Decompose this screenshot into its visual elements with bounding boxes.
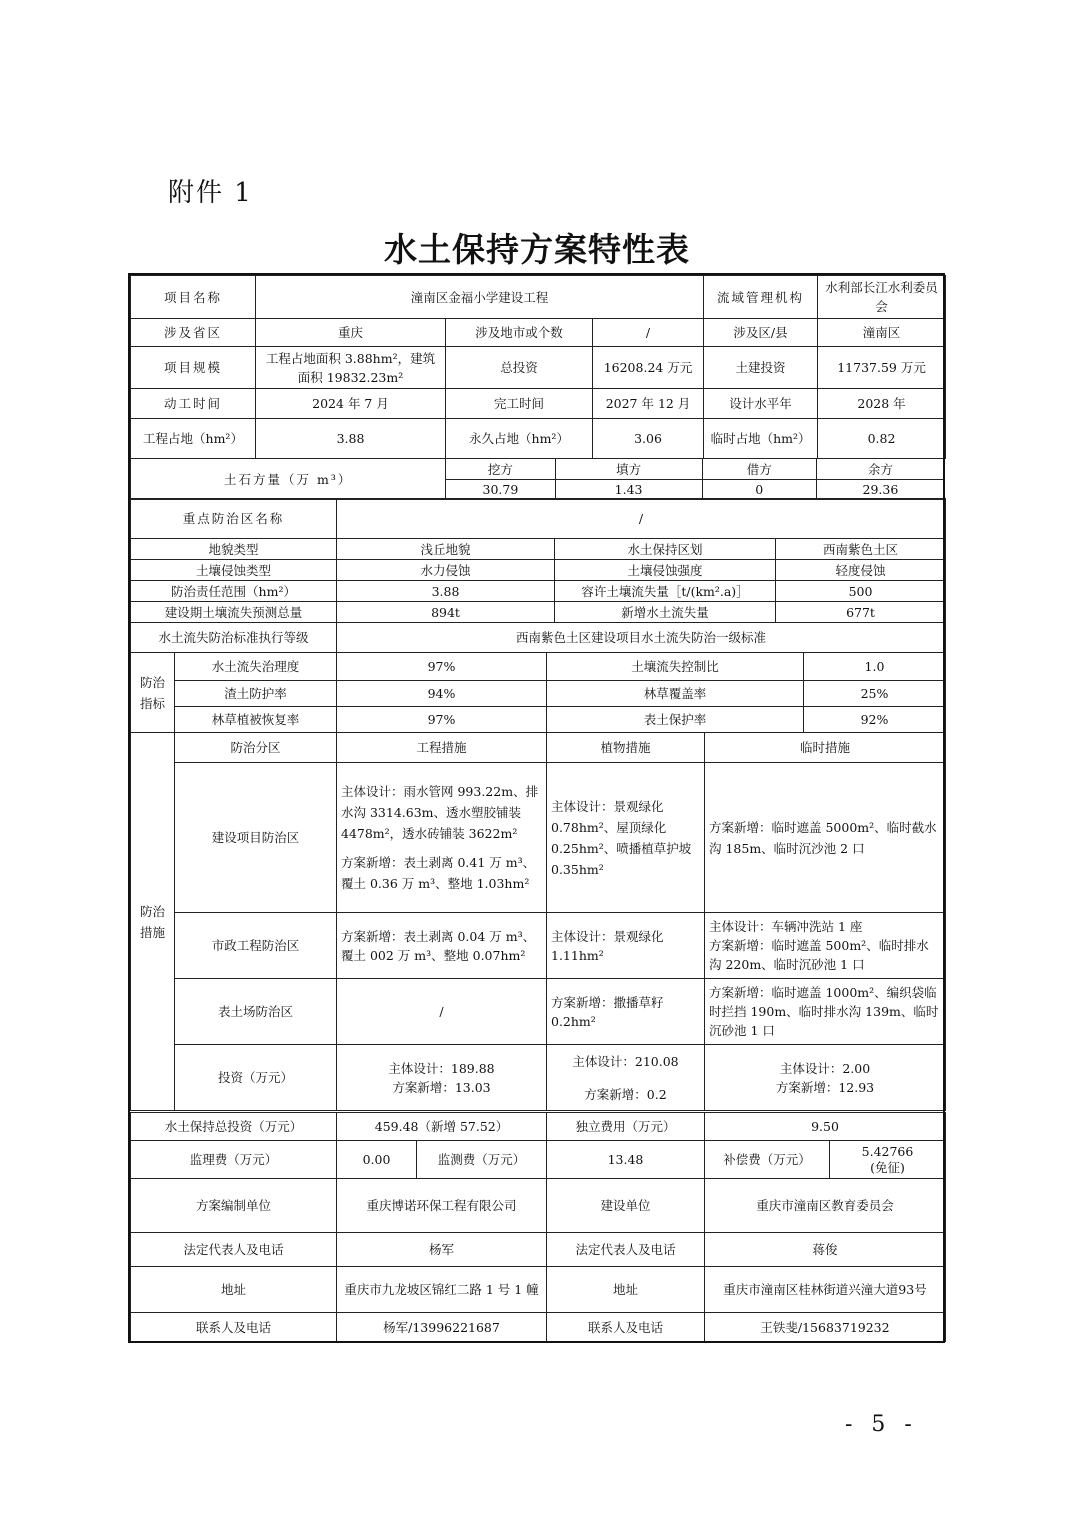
monitoring-value: 13.48 xyxy=(547,1141,705,1179)
measures-header: 临时措施 xyxy=(705,733,946,763)
page-title: 水土保持方案特性表 xyxy=(384,230,690,269)
pred: 894t xyxy=(337,602,555,623)
project-zone-name: 建设项目防治区 xyxy=(175,763,337,913)
compensation-label: 补偿费（万元） xyxy=(705,1141,830,1179)
compiler-label: 方案编制单位 xyxy=(131,1179,337,1233)
standard: 西南紫色土区建设项目水土流失防治一级标准 xyxy=(337,623,946,653)
earth-header: 填方 xyxy=(555,459,702,480)
start-label: 动工时间 xyxy=(131,389,256,419)
project-name-label: 项目名称 xyxy=(131,276,256,319)
basin-org-label: 流域管理机构 xyxy=(704,276,818,319)
project-temp: 方案新增：临时遮盖 5000m²、临时截水沟 185m、临时沉沙池 2 口 xyxy=(705,763,946,913)
indicators-table xyxy=(130,652,945,733)
earth-value: 1.43 xyxy=(555,480,702,500)
project-plant: 主体设计：景观绿化 0.78hm²、屋顶绿化 0.25hm²、喷播植草护坡 0.35hm² xyxy=(547,763,705,913)
allow: 500 xyxy=(776,581,946,602)
measures-table xyxy=(130,732,945,1111)
invest-plant-main: 主体设计：210.08 xyxy=(572,1053,679,1069)
landform: 浅丘地貌 xyxy=(337,539,555,560)
topsoil-plant: 方案新增：撒播草籽 0.2hm² xyxy=(547,979,705,1045)
attachment-label: 附件 1 xyxy=(168,178,253,208)
erosion-type: 水力侵蚀 xyxy=(337,560,555,581)
indicator-label: 林草植被恢复率 xyxy=(175,707,337,733)
earthwork-label: 土石方量（万 m³） xyxy=(131,459,446,500)
new: 677t xyxy=(776,602,946,623)
total-invest: 16208.24 万元 xyxy=(593,347,704,389)
total-invest-label: 水土保持总投资（万元） xyxy=(131,1113,337,1141)
compiler-rep: 杨军 xyxy=(337,1233,547,1267)
invest-eng-main: 主体设计：189.88 xyxy=(388,1060,495,1076)
project-eng-new: 方案新增：表土剥离 0.41 万 m³、覆土 0.36 万 m³、整地 1.03hm² xyxy=(341,855,536,891)
indicator-label: 林草覆盖率 xyxy=(547,681,804,707)
erosion-intensity-label: 土壤侵蚀强度 xyxy=(555,560,776,581)
compiler: 重庆博诺环保工程有限公司 xyxy=(337,1179,547,1233)
municipal-temp-main: 主体设计：车辆冲洗站 1 座 xyxy=(709,919,863,934)
rep-label: 法定代表人及电话 xyxy=(547,1233,705,1267)
allow-label: 容许土壤流失量［t/(km².a)］ xyxy=(555,581,776,602)
resp: 3.88 xyxy=(337,581,555,602)
indicator-value: 94% xyxy=(337,681,547,707)
province-label: 涉及省区 xyxy=(131,319,256,347)
measures-header: 防治分区 xyxy=(175,733,337,763)
topsoil-eng: / xyxy=(337,979,547,1045)
indicator-value: 1.0 xyxy=(804,653,946,681)
basin-org: 水利部长江水利委员会 xyxy=(818,276,946,319)
land: 3.88 xyxy=(256,419,446,459)
indicator-label: 渣土防护率 xyxy=(175,681,337,707)
builder-rep: 蒋俊 xyxy=(705,1233,946,1267)
municipal-zone-name: 市政工程防治区 xyxy=(175,913,337,979)
zone-table xyxy=(130,498,945,653)
topsoil-temp: 方案新增：临时遮盖 1000m²、编织袋临时拦挡 190m、临时排水沟 139m、临时沉砂池 1 口 xyxy=(705,979,946,1045)
earthwork-table xyxy=(130,458,945,500)
supervision-value: 0.00 xyxy=(337,1141,417,1179)
earth-value: 29.36 xyxy=(816,480,944,500)
municipal-temp-new: 方案新增：临时遮盖 500m²、临时排水沟 220m、临时沉砂池 1 口 xyxy=(709,938,929,972)
indicators-side-label: 防治指标 xyxy=(131,653,175,733)
topsoil-zone-name: 表土场防治区 xyxy=(175,979,337,1045)
municipal-eng: 方案新增：表土剥离 0.04 万 m³、覆土 002 万 m³、整地 0.07hm² xyxy=(337,913,547,979)
total-invest-value: 459.48（新增 57.52） xyxy=(337,1113,547,1141)
civil-invest-label: 土建投资 xyxy=(704,347,818,389)
invest-temp-main: 主体设计：2.00 xyxy=(779,1060,871,1076)
earth-header: 余方 xyxy=(816,459,944,480)
project-eng-main: 主体设计：雨水管网 993.22m、排水沟 3314.63m、透水塑胶铺装 4478m²，透水砖铺装 3622m² xyxy=(341,784,539,841)
builder: 重庆市潼南区教育委员会 xyxy=(705,1179,946,1233)
indicator-value: 97% xyxy=(337,653,547,681)
key-area: / xyxy=(337,499,946,539)
invest-eng-new: 方案新增：13.03 xyxy=(392,1079,491,1095)
compensation-value: 5.42766 xyxy=(861,1143,914,1159)
civil-invest: 11737.59 万元 xyxy=(818,347,946,389)
addr-label: 地址 xyxy=(547,1267,705,1313)
division: 西南紫色土区 xyxy=(776,539,946,560)
compiler-addr: 重庆市九龙坡区锦红二路 1 号 1 幢 xyxy=(337,1267,547,1313)
earth-value: 0 xyxy=(702,480,816,500)
compiler-contact: 杨军/13996221687 xyxy=(337,1313,547,1342)
contact-label: 联系人及电话 xyxy=(131,1313,337,1342)
measures-header: 植物措施 xyxy=(547,733,705,763)
city-label: 涉及地市或个数 xyxy=(446,319,593,347)
builder-contact: 王铁斐/15683719232 xyxy=(705,1313,946,1342)
design-year: 2028 年 xyxy=(818,389,946,419)
finish: 2027 年 12 月 xyxy=(593,389,704,419)
contact-label: 联系人及电话 xyxy=(547,1313,705,1342)
units-table xyxy=(130,1178,945,1342)
project-name: 潼南区金福小学建设工程 xyxy=(256,276,704,319)
page-number: - 5 - xyxy=(845,1412,918,1437)
land-label: 工程占地（hm²） xyxy=(131,419,256,459)
standard-label: 水土流失防治标准执行等级 xyxy=(131,623,337,653)
builder-label: 建设单位 xyxy=(547,1179,705,1233)
monitoring-label: 监测费（万元） xyxy=(417,1141,547,1179)
erosion-intensity: 轻度侵蚀 xyxy=(776,560,946,581)
independent-value: 9.50 xyxy=(705,1113,946,1141)
earth-header: 挖方 xyxy=(446,459,555,480)
independent-label: 独立费用（万元） xyxy=(547,1113,705,1141)
landform-label: 地貌类型 xyxy=(131,539,337,560)
indicator-label: 土壤流失控制比 xyxy=(547,653,804,681)
builder-addr: 重庆市潼南区桂林街道兴潼大道93号 xyxy=(705,1267,946,1313)
invest-temp-new: 方案新增：12.93 xyxy=(775,1079,875,1095)
temp-land: 0.82 xyxy=(818,419,946,459)
scale: 工程占地面积 3.88hm²，建筑面积 19832.23m² xyxy=(256,347,446,389)
indicator-value: 25% xyxy=(804,681,946,707)
earth-value: 30.79 xyxy=(446,480,555,500)
erosion-type-label: 土壤侵蚀类型 xyxy=(131,560,337,581)
investment-name: 投资（万元） xyxy=(175,1045,337,1111)
scale-label: 项目规模 xyxy=(131,347,256,389)
measures-side-label: 防治措施 xyxy=(131,733,175,1111)
resp-label: 防治责任范围（hm²） xyxy=(131,581,337,602)
new-label: 新增水土流失量 xyxy=(555,602,776,623)
province: 重庆 xyxy=(256,319,446,347)
municipal-plant: 主体设计：景观绿化 1.11hm² xyxy=(547,913,705,979)
addr-label: 地址 xyxy=(131,1267,337,1313)
city: / xyxy=(593,319,704,347)
start: 2024 年 7 月 xyxy=(256,389,446,419)
perm-land: 3.06 xyxy=(593,419,704,459)
temp-land-label: 临时占地（hm²） xyxy=(704,419,818,459)
key-area-label: 重点防治区名称 xyxy=(131,499,337,539)
rep-label: 法定代表人及电话 xyxy=(131,1233,337,1267)
district-label: 涉及区/县 xyxy=(704,319,818,347)
total-invest-label: 总投资 xyxy=(446,347,593,389)
indicator-value: 97% xyxy=(337,707,547,733)
design-year-label: 设计水平年 xyxy=(704,389,818,419)
supervision-label: 监理费（万元） xyxy=(131,1141,337,1179)
invest-plant-new: 方案新增：0.2 xyxy=(584,1086,667,1102)
basic-info-table xyxy=(130,275,945,459)
indicator-label: 表土保护率 xyxy=(547,707,804,733)
indicator-label: 水土流失治理度 xyxy=(175,653,337,681)
measures-header: 工程措施 xyxy=(337,733,547,763)
pred-label: 建设期土壤流失预测总量 xyxy=(131,602,337,623)
perm-land-label: 永久占地（hm²） xyxy=(446,419,593,459)
earth-header: 借方 xyxy=(702,459,816,480)
finish-label: 完工时间 xyxy=(446,389,593,419)
compensation-note: (免征) xyxy=(870,1159,905,1175)
district: 潼南区 xyxy=(818,319,946,347)
indicator-value: 92% xyxy=(804,707,946,733)
division-label: 水土保持区划 xyxy=(555,539,776,560)
costs-table xyxy=(130,1112,945,1179)
